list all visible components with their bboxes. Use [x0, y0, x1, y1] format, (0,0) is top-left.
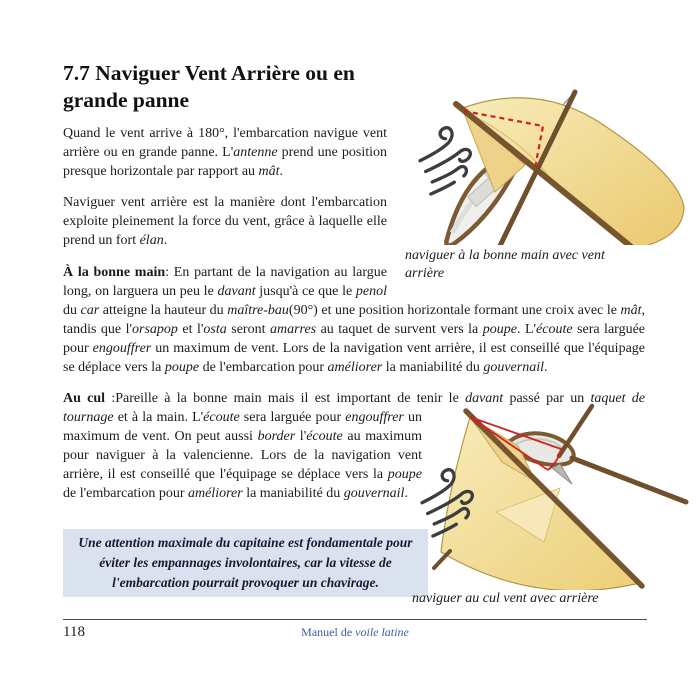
- paragraph-intro: Quand le vent arrive à 180°, l'embarcation navigue vent arrière ou en grande panne. L'antenne prend une position presque horizontale par rapport au mât.: [63, 126, 387, 179]
- book-title-prefix: Manuel de: [301, 625, 356, 639]
- paragraph-bonne-main: À la bonne main: En partant de la navigation au largue long, on larguera un peu le davant jusqu'à ce que le penol du car atteigne la hauteur du maître-bau(90°) et une position horizontale formant une croix avec le mât, tandis que l'orsapop et l'osta seront amarres au taquet de survent vers la poupe. L'écoute sera larguée pour engouffrer un maximum de vent. Lors de la navigation vent arrière, il est conseillé que l'équipage se déplace vers la poupe de l'embarcation pour améliorer la maniabilité du gouvernail.: [63, 265, 646, 375]
- page-footer: [63, 619, 647, 640]
- page-number: 118: [63, 624, 85, 640]
- figure-caption-bonne-main: naviguer à la bonne main avec vent arrière: [405, 248, 605, 281]
- boat-illustration-bonne-main: [400, 40, 688, 245]
- paragraph-au-cul-part1: Au cul :Pareille à la bonne main mais il est important de tenir le davant passé par un taquet de tournage: [63, 391, 646, 425]
- paragraph-vent-arriere: Naviguer vent arrière est la manière dont l'embarcation exploite pleinement la force du vent, grâce à laquelle elle prend un fort élan.: [63, 195, 387, 248]
- wind-gust-icon: [413, 123, 479, 194]
- figure-bonne-main: [397, 40, 645, 296]
- warning-callout: Une attention maximale du capitaine est fondamentale pour éviter les empannages involontaires, car la vitesse de l'embarcation pourrait provoquer un chavirage.: [63, 529, 428, 597]
- boat-illustration-au-cul: [410, 400, 690, 590]
- mast: [559, 406, 592, 456]
- rudder: [552, 464, 572, 484]
- figure-caption-au-cul: naviguer au cul vent avec arrière: [412, 591, 599, 606]
- book-title-emphasis: voile latine: [355, 625, 409, 639]
- spar-tip: [434, 551, 450, 568]
- section-title: 7.7 Naviguer Vent Arrière ou en grande panne: [63, 61, 355, 112]
- paragraph-au-cul-part2: et à la main. L'écoute sera larguée pour engouffrer un maximum de vent. On peut aussi border l'écoute au maximum pour naviguer à la valencienne. Lors de la navigation vent arrière, il est conseillé que l'équipage se déplace vers la poupe de l'embarcation pour améliorer la maniabilité du gouvernail.: [63, 410, 423, 501]
- book-title: [63, 620, 647, 640]
- figure-au-cul: [412, 410, 645, 608]
- tiller-spar: [572, 458, 686, 502]
